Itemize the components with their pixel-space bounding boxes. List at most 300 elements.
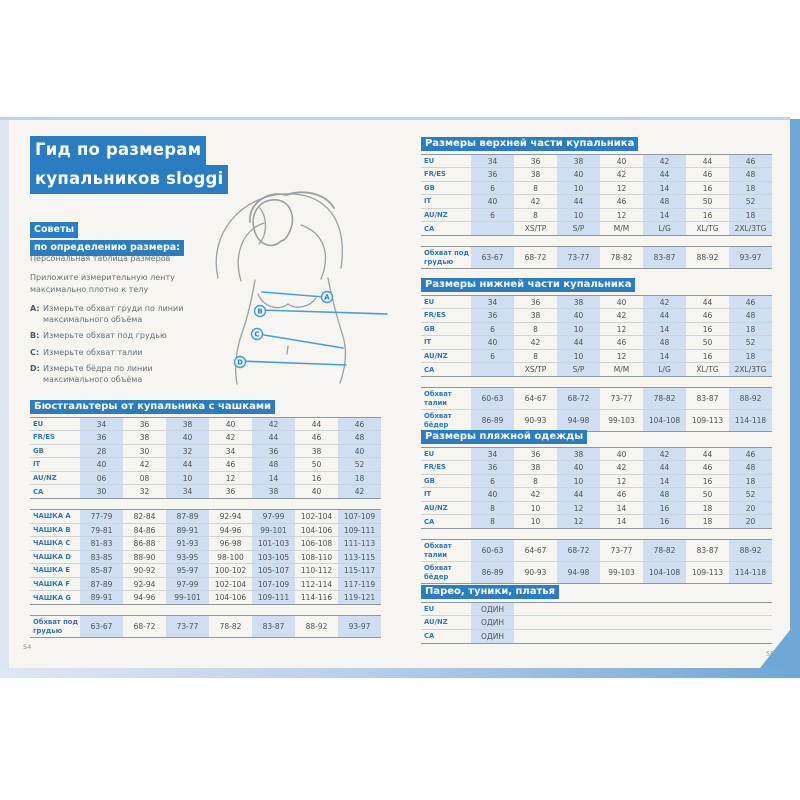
measurement-figure-illustration	[188, 178, 396, 393]
size-value: 36	[471, 168, 514, 180]
size-value: 88-92	[696, 253, 719, 263]
swimsuit-bottoms-size-table	[421, 278, 772, 432]
table-row	[421, 562, 772, 583]
size-value: 42	[252, 418, 295, 430]
row-label: ЧАШКА C	[33, 539, 71, 548]
size-value: 96-98	[219, 539, 242, 549]
size-value: 8	[471, 515, 514, 528]
size-value: 109-111	[338, 524, 381, 536]
size-value: 2XL/3TG	[729, 363, 772, 376]
table-row	[421, 222, 772, 235]
table-row	[30, 591, 381, 604]
size-value: 40	[471, 195, 514, 207]
size-value	[471, 222, 514, 235]
size-value: 14	[643, 209, 686, 221]
size-value: 46	[729, 448, 772, 460]
row-label: CA	[33, 487, 44, 496]
size-value: 79-81	[80, 524, 123, 536]
size-value: 48	[338, 431, 381, 443]
size-value: 102-104	[300, 512, 333, 522]
measure-step-b	[30, 330, 208, 341]
table-row	[30, 564, 381, 577]
size-value: 6	[471, 209, 514, 221]
size-value: 114-118	[729, 410, 772, 431]
size-value: 93-97	[338, 616, 381, 637]
size-value: 36	[225, 487, 236, 497]
size-value: 93-95	[166, 551, 209, 563]
row-label: Обхват под грудью	[424, 249, 469, 266]
size-value: 46	[225, 460, 236, 470]
size-value	[557, 603, 600, 615]
page-title-line1: Гид по размерам	[30, 136, 206, 165]
row-label: CA	[424, 517, 435, 526]
size-value: 114-118	[729, 562, 772, 583]
size-value: 46	[311, 433, 322, 443]
size-value: 12	[616, 324, 627, 334]
size-value: 18	[729, 182, 772, 194]
size-value: 38	[530, 463, 541, 473]
size-value: 8	[533, 476, 538, 486]
figure-arms-outline	[216, 194, 342, 278]
size-value: 105-107	[252, 564, 295, 576]
page-number-left: 54	[23, 643, 32, 651]
size-value: 82-84	[133, 512, 156, 522]
size-value: 38	[311, 446, 322, 456]
size-value: 44	[702, 449, 713, 459]
size-value: 73-77	[166, 616, 209, 637]
size-value: 91-93	[166, 537, 209, 549]
size-value: 08	[139, 473, 150, 483]
figure-head-outline	[253, 200, 281, 246]
size-value: 95-97	[166, 564, 209, 576]
size-value: 90-93	[524, 416, 547, 426]
size-value: 40	[338, 445, 381, 457]
table-title: Размеры верхней части купальника	[421, 137, 638, 151]
size-value: 44	[643, 168, 686, 180]
size-value: 46	[702, 170, 713, 180]
intro-text-2	[30, 272, 175, 295]
size-value: 73-77	[610, 394, 633, 404]
size-value: 109-111	[252, 591, 295, 604]
table-row	[30, 472, 381, 485]
table-row	[421, 616, 772, 629]
row-label: EU	[33, 420, 44, 428]
size-value: 77-79	[80, 510, 123, 522]
size-value: 38	[166, 418, 209, 430]
size-value: 16	[643, 515, 686, 528]
size-value: 46	[702, 463, 713, 473]
size-value	[514, 630, 557, 643]
table-row	[421, 461, 772, 474]
row-label: ЧАШКА F	[33, 579, 70, 588]
size-value: 42	[616, 311, 627, 321]
row-label: AU/NZ	[33, 473, 57, 482]
size-value: 34	[166, 485, 209, 498]
size-value: 40	[471, 488, 514, 500]
right-edge-decoration	[790, 119, 800, 678]
row-label: IT	[33, 460, 41, 469]
size-value: 36	[530, 449, 541, 459]
row-label: ЧАШКА A	[33, 512, 71, 521]
row-label: ЧАШКА E	[33, 566, 70, 575]
size-value: 78-82	[643, 388, 686, 409]
size-value: 48	[729, 461, 772, 473]
table-row	[30, 510, 381, 523]
size-value: 117-119	[338, 578, 381, 590]
size-value: 30	[139, 446, 150, 456]
size-value: ОДИН	[471, 630, 514, 643]
size-value: 42	[643, 296, 686, 308]
step-text: Измерьте обхват груди по линии максимального объёма	[43, 304, 184, 325]
size-value: 16	[311, 473, 322, 483]
row-label: IT	[424, 338, 432, 347]
size-value: 46	[616, 490, 627, 500]
size-value: 32	[166, 445, 209, 457]
size-value: 12	[557, 502, 600, 514]
table-row	[421, 475, 772, 488]
size-value: 42	[530, 338, 541, 348]
table-row	[421, 309, 772, 322]
size-value	[557, 616, 600, 628]
size-value: 93-97	[729, 247, 772, 268]
size-value: 103-105	[252, 551, 295, 563]
size-value: 42	[530, 490, 541, 500]
table-row	[421, 448, 772, 461]
size-value: 36	[530, 297, 541, 307]
step-text: Измерьте бёдра по линии максимального объёма	[43, 363, 153, 384]
table-row	[30, 524, 381, 537]
size-value: 34	[471, 448, 514, 460]
size-value: 42	[616, 170, 627, 180]
size-value: 34	[471, 296, 514, 308]
size-value: 94-98	[557, 410, 600, 431]
size-value: 2XL/3TG	[729, 222, 772, 235]
size-value: 34	[471, 155, 514, 167]
size-value: 06	[80, 472, 123, 484]
size-value: 10	[557, 182, 600, 194]
size-value: 78-82	[610, 253, 633, 263]
size-value: 18	[338, 472, 381, 484]
table-row	[421, 350, 772, 363]
row-label: CA	[424, 632, 435, 641]
size-value: 38	[557, 448, 600, 460]
size-value	[686, 616, 729, 628]
size-value: 88-90	[133, 552, 156, 562]
size-value: 68-72	[557, 388, 600, 409]
size-value: 44	[557, 195, 600, 207]
table-row	[30, 458, 381, 471]
size-value: 38	[557, 155, 600, 167]
size-value	[600, 616, 643, 628]
step-text: Измерьте обхват талии	[43, 347, 143, 357]
size-value: 83-87	[696, 394, 719, 404]
size-value: 16	[702, 324, 713, 334]
size-value: 46	[729, 155, 772, 167]
row-label: IT	[424, 490, 432, 499]
size-value: 101-103	[252, 537, 295, 549]
size-value: 40	[80, 458, 123, 470]
size-value: M/M	[613, 365, 630, 375]
size-value: 81-83	[80, 537, 123, 549]
size-value: 113-115	[338, 551, 381, 563]
size-value	[643, 630, 686, 643]
row-label: GB	[424, 324, 435, 333]
size-value: 18	[702, 517, 713, 527]
size-value: 6	[471, 182, 514, 194]
size-value: 64-67	[524, 546, 547, 556]
size-value: 110-112	[300, 566, 333, 576]
size-value: 88-92	[729, 388, 772, 409]
table-row	[421, 182, 772, 195]
size-value: 50	[311, 460, 322, 470]
size-value: 44	[702, 297, 713, 307]
size-value: 42	[643, 448, 686, 460]
size-value: 44	[252, 431, 295, 443]
table-row	[30, 616, 381, 637]
row-label: AU/NZ	[424, 351, 448, 360]
size-value: 104-106	[214, 593, 247, 603]
size-value: 8	[533, 210, 538, 220]
size-value: 14	[616, 503, 627, 513]
size-value: 10	[557, 323, 600, 335]
size-value: 46	[616, 197, 627, 207]
size-value: 10	[557, 475, 600, 487]
size-value: 52	[729, 336, 772, 348]
size-value: 78-82	[643, 540, 686, 561]
table-row	[421, 323, 772, 336]
left-edge-decoration	[0, 118, 9, 668]
size-value: XS/TP	[524, 365, 547, 375]
table-row	[30, 578, 381, 591]
size-value: 12	[225, 473, 236, 483]
size-value: 40	[166, 431, 209, 443]
table-title: Бюстгальтеры от купальника с чашками	[30, 400, 275, 414]
size-value: 104-108	[643, 562, 686, 583]
row-label: EU	[424, 450, 435, 458]
size-value: 36	[530, 156, 541, 166]
table-row	[421, 247, 772, 268]
size-value: 8	[533, 324, 538, 334]
size-value: 42	[338, 485, 381, 498]
size-value: 36	[80, 431, 123, 443]
size-value: 94-96	[133, 593, 156, 603]
size-value: 42	[139, 460, 150, 470]
size-value: 40	[311, 487, 322, 497]
measure-steps-list	[30, 303, 208, 390]
row-label: Обхват под грудью	[33, 618, 78, 635]
size-value: 42	[643, 155, 686, 167]
size-value: 115-117	[338, 564, 381, 576]
size-value: 78-82	[219, 622, 242, 632]
size-value	[600, 630, 643, 643]
size-value: 63-67	[80, 616, 123, 637]
size-value: 52	[729, 488, 772, 500]
size-value: 50	[702, 490, 713, 500]
measure-step-c	[30, 347, 208, 358]
size-value: 40	[616, 297, 627, 307]
table-row	[421, 195, 772, 208]
size-value: 8	[471, 502, 514, 514]
size-value: 46	[338, 418, 381, 430]
size-value: 102-104	[214, 579, 247, 589]
size-value: 104-108	[643, 410, 686, 431]
row-label: AU/NZ	[424, 503, 448, 512]
badge-b-label: B	[257, 307, 263, 316]
size-value: 50	[702, 197, 713, 207]
table-row	[421, 296, 772, 309]
size-value: 94-98	[557, 562, 600, 583]
row-label: FR/ES	[33, 433, 55, 442]
size-value: 83-85	[80, 551, 123, 563]
measure-step-a	[30, 303, 208, 325]
size-value: 46	[702, 311, 713, 321]
size-value: 14	[643, 475, 686, 487]
size-value: 89-91	[80, 591, 123, 604]
table-row	[421, 515, 772, 528]
table-row	[421, 336, 772, 349]
badge-c-label: C	[254, 330, 260, 339]
size-value: 36	[139, 419, 150, 429]
size-value: 104-106	[300, 525, 333, 535]
row-label: GB	[33, 446, 44, 455]
size-value: 40	[616, 449, 627, 459]
size-value: 44	[702, 156, 713, 166]
size-value: 52	[338, 458, 381, 470]
size-value: 48	[729, 168, 772, 180]
size-value: 36	[471, 461, 514, 473]
size-value: 99-101	[252, 524, 295, 536]
table-row	[30, 551, 381, 564]
size-value: 107-109	[338, 510, 381, 522]
row-label: EU	[424, 605, 435, 613]
size-value: 12	[616, 476, 627, 486]
size-value: 64-67	[524, 394, 547, 404]
size-value: 44	[643, 461, 686, 473]
size-value: 40	[557, 168, 600, 180]
row-label: CA	[424, 224, 435, 233]
tips-heading	[30, 220, 184, 256]
size-value: 68-72	[524, 253, 547, 263]
table-row	[421, 168, 772, 181]
size-value: 100-102	[214, 566, 247, 576]
size-value: 10	[166, 472, 209, 484]
size-value: 10	[530, 517, 541, 527]
size-value: 48	[643, 488, 686, 500]
size-value: 40	[225, 419, 236, 429]
row-label: Обхват бёдер	[424, 564, 452, 581]
size-value: 46	[616, 338, 627, 348]
row-label: ЧАШКА B	[33, 525, 71, 534]
intro-text-1: Персональная таблица размеров	[30, 254, 171, 263]
size-value: 38	[139, 433, 150, 443]
table-row	[421, 155, 772, 168]
size-value: 99-103	[608, 416, 635, 426]
row-label: Обхват бёдер	[424, 412, 452, 429]
size-value: XS/TP	[524, 224, 547, 234]
size-value: 84-86	[133, 525, 156, 535]
size-value: 8	[533, 183, 538, 193]
size-value	[471, 363, 514, 376]
bottom-edge-decoration	[0, 668, 790, 678]
size-value: 88-92	[305, 622, 328, 632]
size-value: 10	[557, 209, 600, 221]
row-label: FR/ES	[424, 463, 446, 472]
size-value: XL/TG	[696, 224, 719, 234]
size-value: M/M	[613, 224, 630, 234]
size-value: 36	[471, 309, 514, 321]
size-value: 94-96	[219, 525, 242, 535]
size-value: 16	[702, 183, 713, 193]
measurement-badges	[235, 292, 333, 368]
size-value: 10	[557, 350, 600, 362]
size-value: 36	[252, 445, 295, 457]
swimsuit-tops-size-table	[421, 137, 772, 269]
size-value: 89-91	[166, 524, 209, 536]
pareo-size-table	[421, 585, 772, 644]
row-label: EU	[424, 298, 435, 306]
table-row	[30, 445, 381, 458]
size-value: 42	[616, 463, 627, 473]
size-value: 92-94	[133, 579, 156, 589]
size-value: 12	[616, 351, 627, 361]
size-value: 52	[729, 195, 772, 207]
intro-text-2-line2: максимально плотно к телу	[30, 284, 149, 294]
size-value: 99-103	[608, 568, 635, 578]
size-value: 40	[471, 336, 514, 348]
size-value: 16	[643, 502, 686, 514]
size-value: 119-121	[338, 591, 381, 604]
size-value	[514, 616, 557, 628]
size-value: 99-101	[166, 591, 209, 604]
size-value: 14	[643, 350, 686, 362]
size-value: ОДИН	[471, 616, 514, 628]
size-value: 44	[557, 488, 600, 500]
size-value: 46	[729, 296, 772, 308]
size-value: 83-87	[643, 247, 686, 268]
table-row	[421, 502, 772, 515]
table-row	[421, 410, 772, 431]
size-value: 44	[643, 309, 686, 321]
size-value: 73-77	[557, 247, 600, 268]
size-value: 38	[557, 296, 600, 308]
step-letter: B:	[30, 331, 40, 341]
size-value: 38	[530, 170, 541, 180]
size-value: 111-113	[338, 537, 381, 549]
step-letter: C:	[30, 347, 40, 357]
size-value: 106-108	[300, 539, 333, 549]
bras-size-table	[30, 400, 381, 638]
size-value: 92-94	[219, 512, 242, 522]
size-value: 20	[729, 502, 772, 514]
size-value	[557, 630, 600, 643]
size-value: 32	[139, 487, 150, 497]
size-value	[686, 630, 729, 643]
size-value	[514, 603, 557, 615]
row-label: GB	[424, 183, 435, 192]
size-value: 14	[616, 517, 627, 527]
size-value: 6	[471, 350, 514, 362]
size-value: 44	[557, 336, 600, 348]
size-value: 14	[643, 323, 686, 335]
size-value: 38	[252, 485, 295, 498]
size-value: 16	[702, 476, 713, 486]
size-value	[643, 616, 686, 628]
size-value: 44	[311, 419, 322, 429]
size-value: 34	[80, 418, 123, 430]
row-label: Обхват талии	[424, 542, 452, 559]
table-row	[30, 418, 381, 431]
size-value: 18	[729, 350, 772, 362]
